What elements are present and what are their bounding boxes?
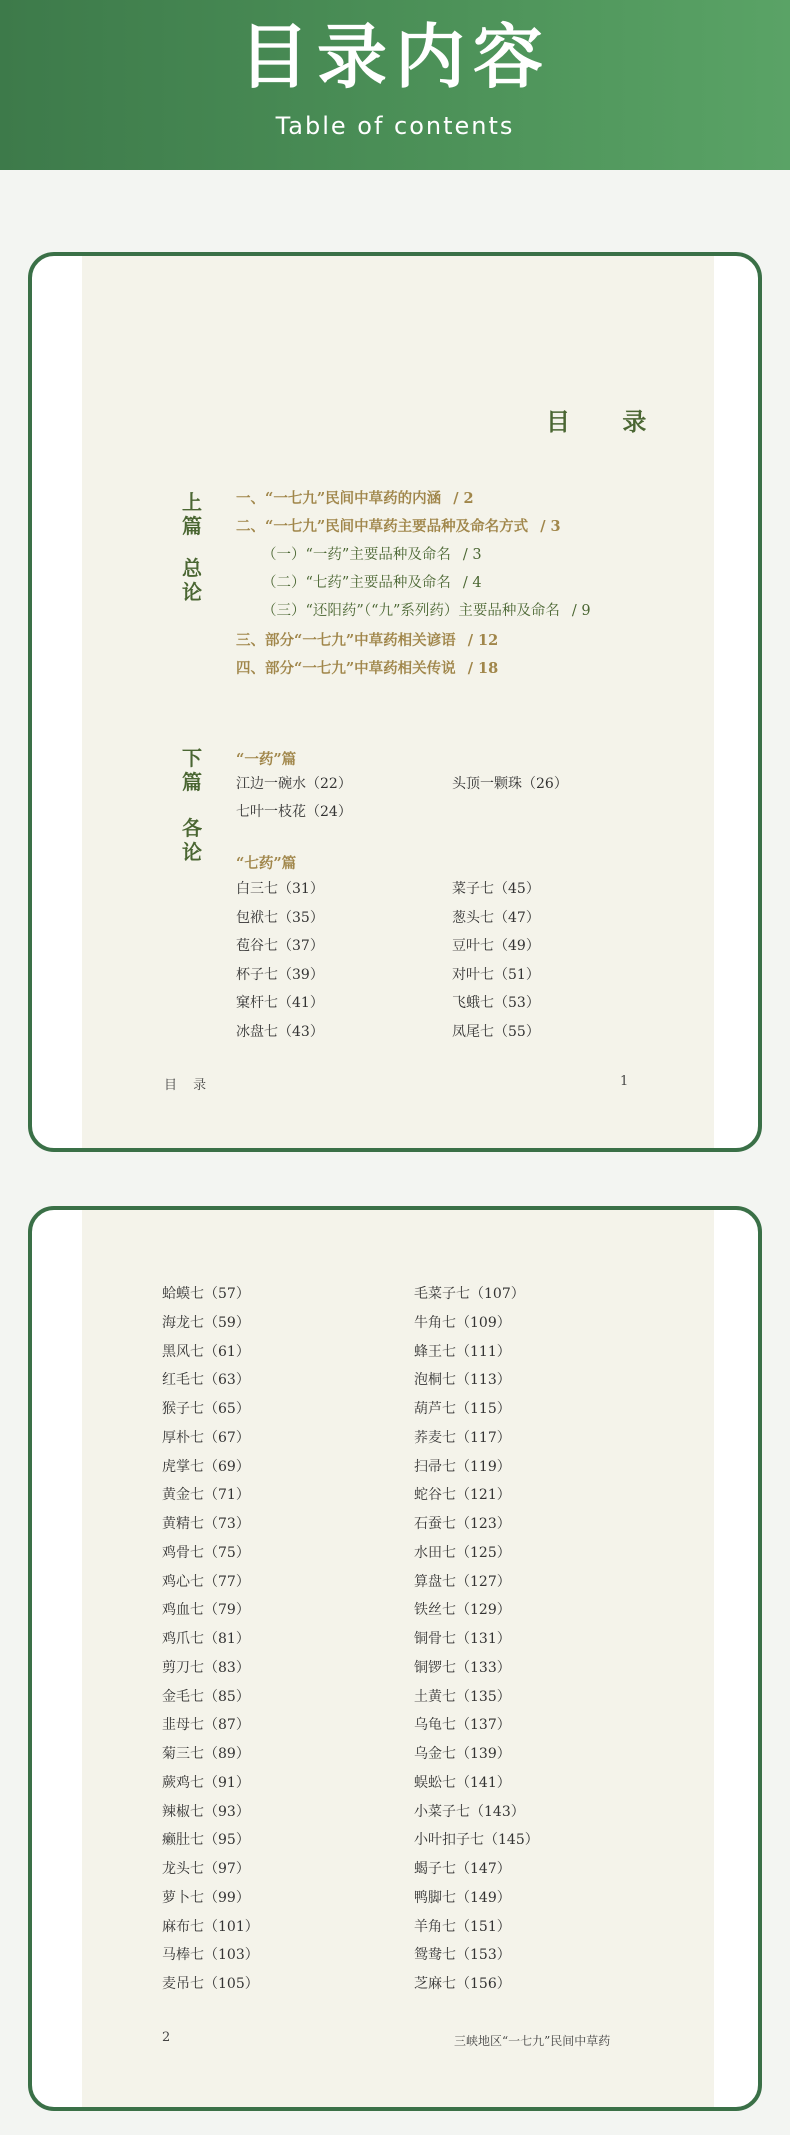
- herb-entry: 泡桐七（113）: [414, 1372, 511, 1389]
- toc-line: [262, 576, 482, 591]
- herb-entry: 土黄七（135）: [414, 1688, 511, 1705]
- herb-entry: 蛤蟆七（57）: [162, 1286, 250, 1302]
- herb-entry: 鸡心七（77）: [162, 1573, 250, 1590]
- herb-entry: 蕨鸡七（91）: [162, 1774, 250, 1791]
- part1-label: [180, 490, 204, 538]
- label-char: 论: [182, 580, 202, 604]
- toc-text: （二）“七药”主要品种及命名: [262, 575, 451, 591]
- herb-entry: 包袱七（35）: [236, 909, 324, 926]
- herb-entry: 虎掌七（69）: [162, 1458, 250, 1475]
- herb-entry: 乌金七（139）: [414, 1746, 511, 1762]
- qiyao-heading: “七药”篇: [236, 855, 297, 872]
- herb-entry: 鸭脚七（149）: [414, 1889, 511, 1906]
- label-char: 各: [182, 816, 202, 840]
- herb-entry: 猴子七（65）: [162, 1401, 250, 1417]
- herb-entry: 金毛七（85）: [162, 1688, 250, 1705]
- herb-entry: 铜锣七（133）: [414, 1659, 511, 1676]
- herb-entry: 辣椒七（93）: [162, 1803, 250, 1820]
- label-char: 上: [182, 490, 202, 514]
- toc-page: / 12: [467, 632, 499, 649]
- toc-page-1-card: [28, 252, 762, 1152]
- toc-line: [262, 548, 482, 563]
- running-title: 三峡地区“一七九”民间中草药: [454, 2034, 611, 2048]
- toc-line: [236, 662, 498, 677]
- herb-entry: 算盘七（127）: [414, 1573, 511, 1590]
- part1-sublabel: [180, 556, 204, 604]
- herb-entry: 乌龟七（137）: [414, 1717, 511, 1734]
- herb-entry: 癞肚七（95）: [162, 1832, 250, 1849]
- herb-entry: 杯子七（39）: [236, 966, 324, 983]
- herb-entry: 蛇谷七（121）: [414, 1487, 511, 1504]
- herb-entry: 蝎子七（147）: [414, 1861, 511, 1877]
- toc-line: [236, 520, 561, 535]
- herb-entry: 葫芦七（115）: [414, 1401, 511, 1417]
- toc-page: / 18: [467, 660, 499, 677]
- herb-entry: 菜子七（45）: [452, 881, 540, 897]
- herb-entry: 蜈蚣七（141）: [414, 1774, 511, 1791]
- herb-entry: 白三七（31）: [236, 881, 324, 897]
- herb-entry: 鸡血七（79）: [162, 1602, 250, 1619]
- page-footer-left: 目 录: [164, 1078, 213, 1093]
- herb-entry: 剪刀七（83）: [162, 1659, 250, 1676]
- herb-entry: 蜂王七（111）: [414, 1343, 511, 1360]
- herb-entry: 麦吊七（105）: [162, 1976, 259, 1992]
- banner-title: 目录内容: [239, 16, 551, 98]
- banner-subtitle: Table of contents: [275, 112, 515, 140]
- toc-page: / 3: [462, 547, 482, 563]
- herb-entry: 葱头七（47）: [452, 909, 540, 926]
- toc-page: / 4: [462, 575, 482, 591]
- herb-entry: 飞蛾七（53）: [452, 995, 540, 1012]
- herb-entry: 菊三七（89）: [162, 1746, 250, 1762]
- toc-line: [236, 634, 498, 649]
- toc-text: （一）“一药”主要品种及命名: [262, 547, 451, 563]
- herb-entry: 黄精七（73）: [162, 1516, 250, 1532]
- yiyao-heading: “一药”篇: [236, 751, 297, 768]
- herb-entry: 毛菜子七（107）: [414, 1286, 525, 1302]
- herb-entry: 鸡骨七（75）: [162, 1544, 250, 1561]
- toc-page-2-card: [28, 1206, 762, 2111]
- toc-text: 二、“一七九”民间中草药主要品种及命名方式: [236, 518, 529, 535]
- toc-text: 一、“一七九”民间中草药的内涵: [236, 490, 442, 507]
- label-char: 篇: [182, 770, 202, 794]
- herb-entry: 江边一碗水（22）: [236, 776, 352, 792]
- toc-text: 四、部分“一七九”中草药相关传说: [236, 660, 456, 677]
- label-char: 篇: [182, 514, 202, 538]
- toc-page: / 3: [540, 518, 561, 535]
- toc-text: （三）“还阳药”（“九”系列药）主要品种及命名: [262, 603, 560, 619]
- toc-text: 三、部分“一七九”中草药相关谚语: [236, 632, 456, 649]
- herb-entry: 扫帚七（119）: [414, 1458, 511, 1475]
- header-banner: [0, 0, 790, 170]
- herb-entry: 韭母七（87）: [162, 1717, 250, 1734]
- herb-entry: 鸳鸯七（153）: [414, 1947, 511, 1964]
- herb-entry: 萝卜七（99）: [162, 1889, 250, 1906]
- herb-entry: 小叶扣子七（145）: [414, 1832, 539, 1849]
- herb-entry: 七叶一枝花（24）: [236, 804, 352, 820]
- herb-entry: 芝麻七（156）: [414, 1976, 511, 1992]
- herb-entry: 羊角七（151）: [414, 1918, 511, 1935]
- part2-label: [180, 746, 204, 794]
- toc-heading: 目 录: [546, 407, 669, 436]
- herb-entry: 铜骨七（131）: [414, 1631, 511, 1647]
- herb-entry: 厚朴七（67）: [162, 1429, 250, 1446]
- page-number: 1: [620, 1074, 629, 1089]
- herb-entry: 牛角七（109）: [414, 1314, 511, 1331]
- herb-entry: 对叶七（51）: [452, 966, 540, 983]
- herb-entry: 窠杆七（41）: [236, 995, 324, 1012]
- herb-entry: 水田七（125）: [414, 1544, 511, 1561]
- book-page: [82, 256, 714, 1148]
- herb-entry: 苞谷七（37）: [236, 938, 324, 955]
- label-char: 论: [182, 840, 202, 864]
- toc-page: / 9: [571, 603, 591, 619]
- label-char: 总: [182, 556, 202, 580]
- toc-line: [262, 604, 591, 619]
- toc-line: [236, 492, 474, 507]
- herb-entry: 冰盘七（43）: [236, 1024, 324, 1040]
- page-number: 2: [162, 2030, 171, 2045]
- toc-page: / 2: [453, 490, 474, 507]
- label-char: 下: [182, 746, 202, 770]
- herb-entry: 凤尾七（55）: [452, 1024, 540, 1040]
- herb-entry: 豆叶七（49）: [452, 938, 540, 955]
- herb-entry: 铁丝七（129）: [414, 1602, 511, 1619]
- herb-entry: 荞麦七（117）: [414, 1429, 511, 1446]
- herb-entry: 鸡爪七（81）: [162, 1631, 250, 1647]
- herb-entry: 龙头七（97）: [162, 1861, 250, 1877]
- herb-entry: 黑风七（61）: [162, 1343, 250, 1360]
- herb-entry: 马棒七（103）: [162, 1947, 259, 1964]
- herb-entry: 海龙七（59）: [162, 1314, 250, 1331]
- part2-sublabel: [180, 816, 204, 864]
- herb-entry: 小菜子七（143）: [414, 1803, 525, 1820]
- herb-entry: 麻布七（101）: [162, 1918, 259, 1935]
- herb-entry: 石蚕七（123）: [414, 1516, 511, 1532]
- herb-entry: 红毛七（63）: [162, 1372, 250, 1389]
- herb-entry: 黄金七（71）: [162, 1487, 250, 1504]
- herb-entry: 头顶一颗珠（26）: [452, 776, 568, 792]
